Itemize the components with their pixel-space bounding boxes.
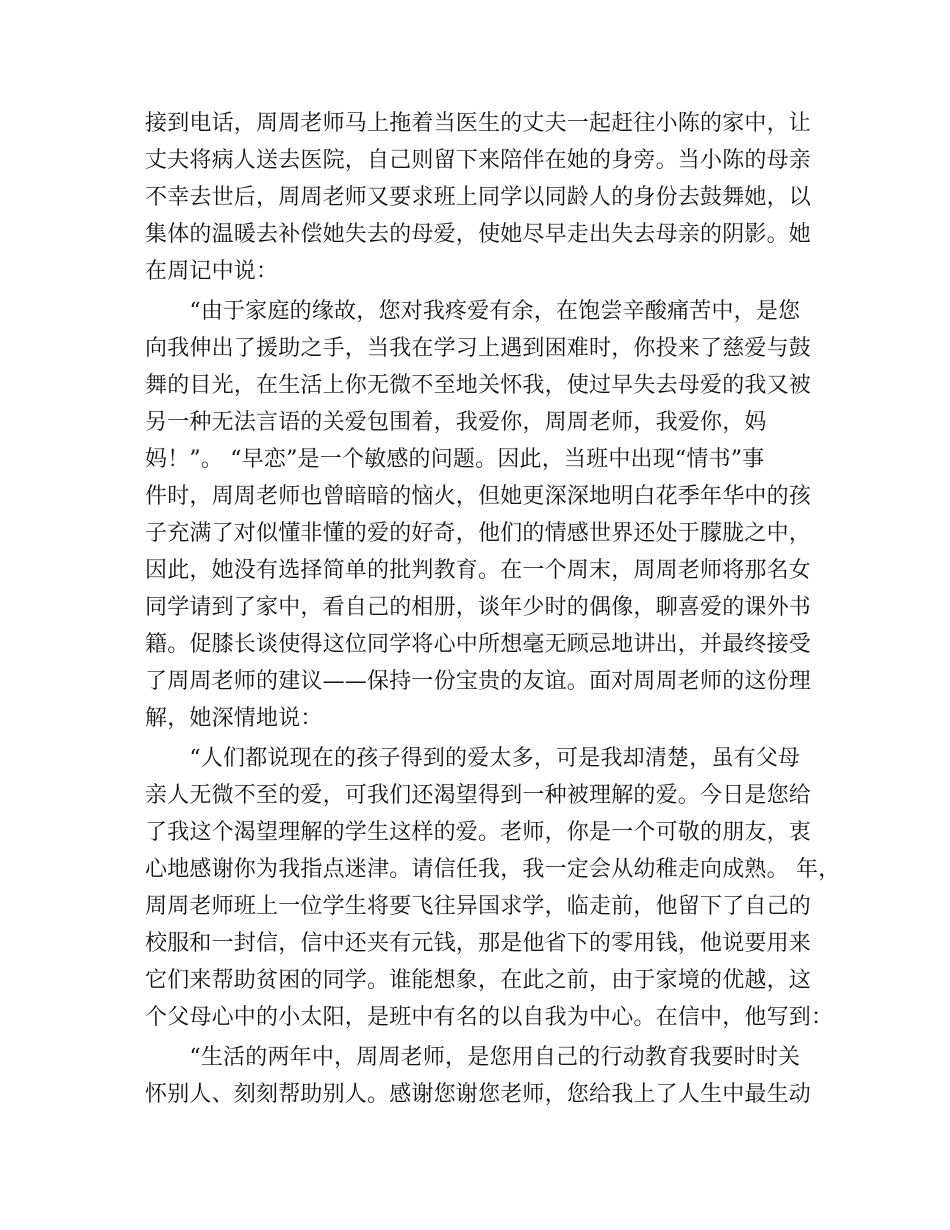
text-line: 了周周老师的建议——保持一份宝贵的友谊。面对周周老师的这份理 [145, 669, 812, 694]
text-line: 校服和一封信，信中还夹有元钱，那是他省下的零用钱，他说要用来 [145, 931, 812, 956]
text-line: 周周老师班上一位学生将要飞往异国求学，临走前，他留下了自己的 [145, 894, 812, 919]
text-line: 了我这个渴望理解的学生这样的爱。老师，你是一个可敬的朋友，衷 [145, 820, 812, 845]
text-line: 另一种无法言语的关爱包围着，我爱你，周周老师，我爱你，妈 [145, 410, 767, 435]
text-line: 个父母心中的小太阳，是班中有名的以自我为中心。在信中，他写到： [145, 1005, 834, 1030]
text-line: 在周记中说： [145, 259, 279, 284]
text-line: 同学请到了家中，看自己的相册，谈年少时的偶像，聊喜爱的课外书 [145, 595, 812, 620]
text-line: 籍。促膝长谈使得这位同学将心中所想毫无顾忌地讲出，并最终接受 [145, 632, 812, 657]
text-line: 亲人无微不至的爱，可我们还渴望得到一种被理解的爱。今日是您给 [145, 783, 812, 808]
text-line: 解，她深情地说： [145, 706, 323, 731]
text-line: 它们来帮助贫困的同学。谁能想象，在此之前，由于家境的优越，这 [145, 968, 812, 993]
text-line: 子充满了对似懂非懂的爱的好奇，他们的情感世界还处于朦胧之中， [145, 521, 812, 546]
text-line: 接到电话，周周老师马上拖着当医生的丈夫一起赶往小陈的家中，让 [145, 111, 812, 136]
text-line: “生活的两年中，周周老师，是您用自己的行动教育我要时时关 [145, 1045, 801, 1070]
text-line: 不幸去世后，周周老师又要求班上同学以同龄人的身份去鼓舞她，以 [145, 185, 812, 210]
text-line: 舞的目光，在生活上你无微不至地关怀我，使过早失去母爱的我又被 [145, 373, 812, 398]
text-line: “由于家庭的缘故，您对我疼爱有余，在饱尝辛酸痛苦中，是您 [145, 299, 801, 324]
text-line: 件时，周周老师也曾暗暗的恼火，但她更深深地明白花季年华中的孩 [145, 484, 812, 509]
text-line: 向我伸出了援助之手，当我在学习上遇到困难时，你投来了慈爱与鼓 [145, 336, 812, 361]
text-line: 因此，她没有选择简单的批判教育。在一个周末，周周老师将那名女 [145, 558, 812, 583]
text-line: 心地感谢你为我指点迷津。请信任我，我一定会从幼稚走向成熟。 年， [145, 857, 841, 882]
text-line: 丈夫将病人送去医院，自己则留下来陪伴在她的身旁。当小陈的母亲 [145, 148, 812, 173]
text-line: 妈！”。 “早恋”是一个敏感的问题。因此，当班中出现“情书”事 [145, 447, 765, 472]
text-line: 集体的温暖去补偿她失去的母爱，使她尽早走出失去母亲的阴影。她 [145, 222, 812, 247]
text-line: “人们都说现在的孩子得到的爱太多，可是我却清楚，虽有父母 [145, 746, 801, 771]
text-line: 怀别人、刻刻帮助别人。感谢您谢您老师，您给我上了人生中最生动 [145, 1082, 812, 1107]
